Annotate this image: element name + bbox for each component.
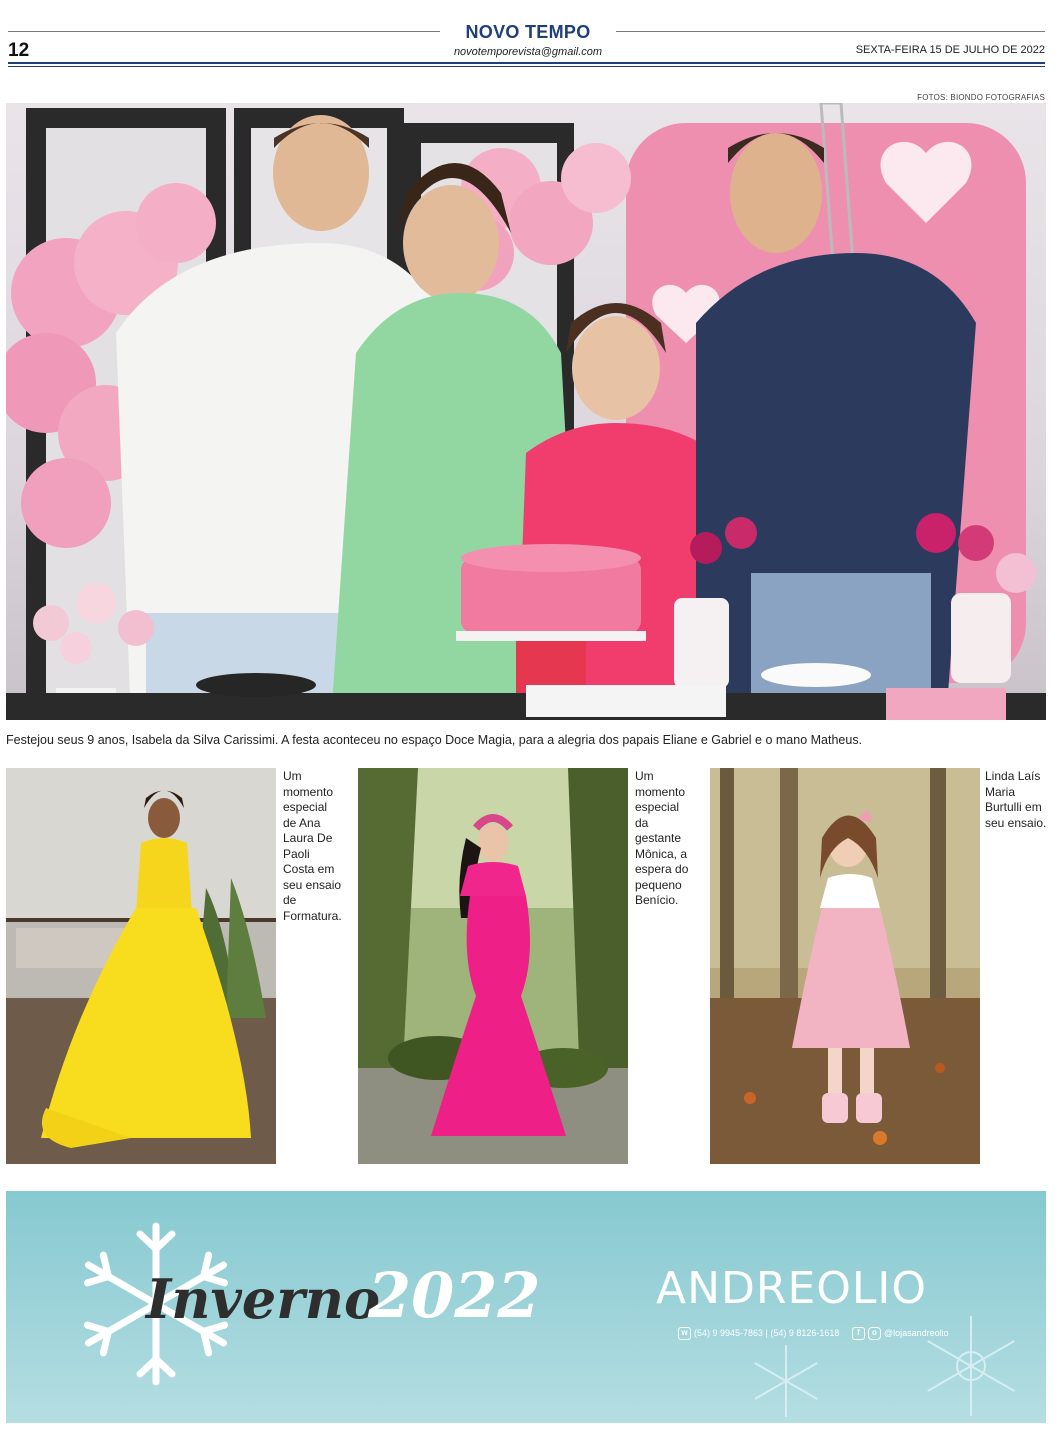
photo-gestante-illustration (358, 768, 628, 1164)
facebook-icon: f (852, 1327, 865, 1340)
whatsapp-icon: w (678, 1327, 691, 1340)
header-rule-bottom (8, 62, 1045, 64)
masthead-email: novotemporevista@gmail.com (453, 46, 603, 58)
photo-gestante (358, 768, 628, 1164)
issue-date: SEXTA-FEIRA 15 DE JULHO DE 2022 (855, 44, 1045, 56)
photo-ensaio-infantil (710, 768, 980, 1164)
caption-ensaio-infantil: Linda Laís Maria Burtulli em seu ensaio. (985, 769, 1047, 830)
ad-social-handle: @lojasandreolio (884, 1327, 949, 1338)
photo-ensaio-illustration (710, 768, 980, 1164)
ad-phones-text: (54) 9 9945-7863 | (54) 9 8126-1618 (694, 1327, 840, 1338)
photo-formatura-illustration (6, 768, 276, 1164)
main-photo (6, 103, 1046, 720)
header-rule-bottom-thin (8, 66, 1045, 67)
ad-social (852, 1327, 949, 1340)
ad-title-word: Inverno (146, 1267, 380, 1331)
masthead: NOVO TEMPO (440, 22, 616, 43)
caption-formatura: Um momento especial de Ana Laura De Paoli Costa em seu ensaio de Formatura. (283, 769, 342, 923)
page-number: 12 (8, 40, 30, 61)
main-photo-caption: Festejou seus 9 anos, Isabela da Silva Carissimi. A festa aconteceu no espaço Doce Magia, para a alegria dos papais Eliane e Gabriel e o mano Matheus. (6, 733, 863, 747)
photo-formatura (6, 768, 276, 1164)
main-photo-illustration (6, 103, 1046, 720)
caption-gestante: Um momento especial da gestante Mônica, a espera do pequeno Benício. (635, 769, 689, 907)
photo-credit: FOTOS: BIONDO FOTOGRAFIAS (917, 93, 1045, 102)
ad-title-year: 2022 (368, 1259, 541, 1332)
instagram-icon: o (868, 1327, 881, 1340)
ad-phone-numbers (678, 1327, 839, 1340)
ad-banner-andreolio[interactable] (6, 1191, 1046, 1423)
snowflake-decor-icon (746, 1341, 826, 1421)
ad-brand-logo: ANDREOLIO (656, 1263, 928, 1314)
